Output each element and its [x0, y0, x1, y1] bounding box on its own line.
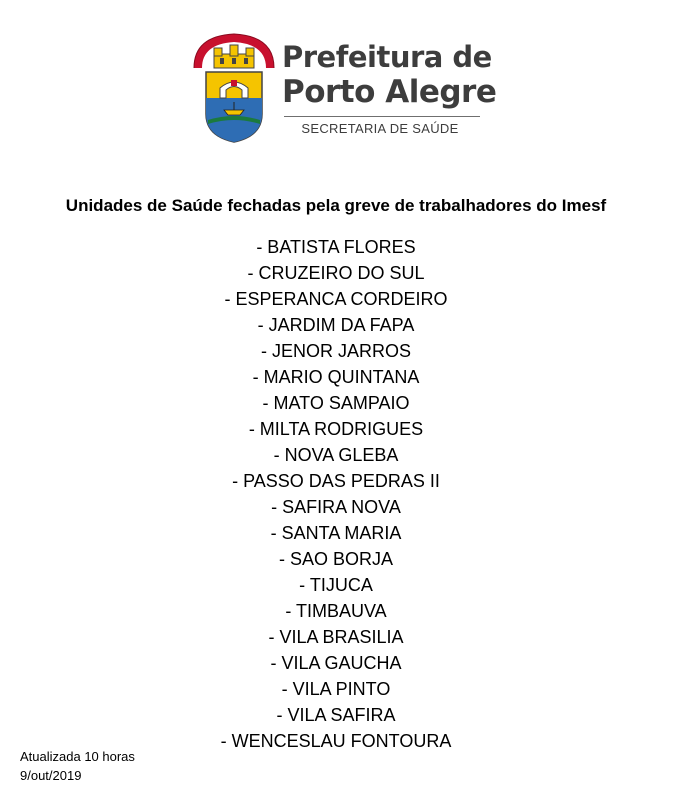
list-item: - ESPERANCA CORDEIRO	[224, 289, 448, 309]
units-list	[0, 234, 672, 754]
update-time: Atualizada 10 horas	[20, 749, 135, 764]
list-item: - SANTA MARIA	[270, 523, 402, 543]
list-item: - SAO BORJA	[278, 549, 394, 569]
list-item: - MATO SAMPAIO	[262, 393, 410, 413]
list-item: - PASSO DAS PEDRAS II	[232, 471, 440, 491]
logo-wordmark	[282, 40, 497, 136]
list-item: - TIJUCA	[299, 575, 373, 595]
list-item: - JENOR JARROS	[260, 341, 411, 361]
list-item: - VILA SAFIRA	[276, 705, 396, 725]
city-crest-icon	[190, 28, 278, 146]
logo-line-2: Porto Alegre	[282, 74, 497, 110]
list-item: - SAFIRA NOVA	[271, 497, 401, 517]
page-title: Unidades de Saúde fechadas pela greve de trabalhadores do Imesf	[65, 196, 607, 215]
list-item: - JARDIM DA FAPA	[257, 315, 415, 335]
logo-line-1: Prefeitura de	[282, 40, 492, 74]
logo-subtitle: SECRETARIA DE SAÚDE	[301, 121, 459, 136]
list-item: - WENCESLAU FONTOURA	[220, 731, 452, 751]
list-item: - VILA PINTO	[281, 679, 391, 699]
list-item: - NOVA GLEBA	[273, 445, 399, 465]
logo-divider	[284, 116, 480, 117]
update-date: 9/out/2019	[20, 768, 82, 783]
list-item: - MILTA RODRIGUES	[248, 419, 424, 439]
list-item: - CRUZEIRO DO SUL	[247, 263, 425, 283]
update-note	[20, 747, 135, 785]
header-logo	[190, 28, 497, 146]
list-item: - TIMBAUVA	[285, 601, 387, 621]
list-item: - VILA GAUCHA	[270, 653, 402, 673]
list-item: - BATISTA FLORES	[256, 237, 416, 257]
list-item: - MARIO QUINTANA	[252, 367, 420, 387]
list-item: - VILA BRASILIA	[268, 627, 404, 647]
